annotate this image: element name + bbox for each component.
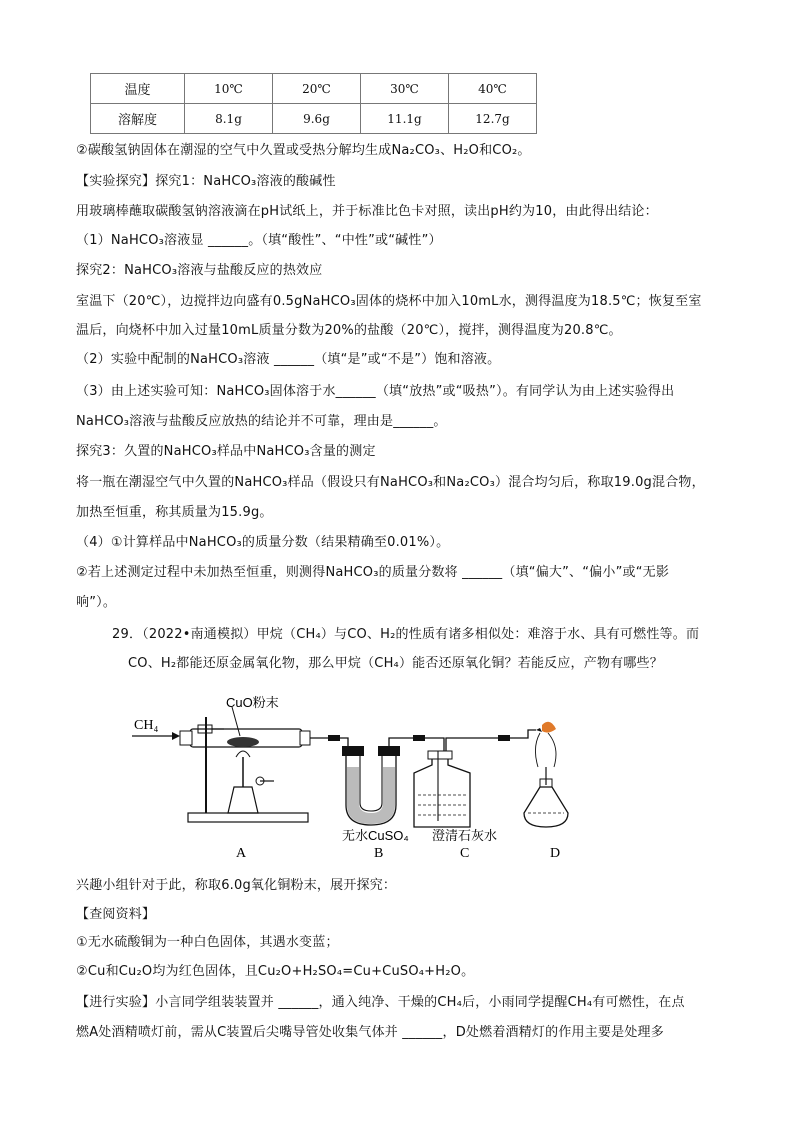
table-row — [91, 104, 537, 134]
anhydrous-cuso4 — [347, 767, 395, 824]
alcohol-lamp — [524, 787, 568, 827]
bottle-stopper — [428, 751, 452, 759]
section-heading: 探究2：NaHCO₃溶液与盐酸反应的热效应 — [76, 263, 323, 278]
text-line: 兴趣小组针对于此，称取6.0g氧化铜粉末，展开探究： — [76, 878, 397, 893]
alcohol-blast-burner — [228, 787, 258, 813]
solubility-table — [90, 73, 537, 134]
question-line: NaHCO₃溶液与盐酸反应放热的结论并不可靠，理由是______。 — [76, 414, 447, 429]
table-row — [91, 74, 537, 104]
question-line: （4）①计算样品中NaHCO₃的质量分数（结果精确至0.01%）。 — [76, 535, 450, 550]
question-line: ②若上述测定过程中未加热至恒重，则测得NaHCO₃的质量分数将 ______（填“偏大”、“偏小”或“无影 — [76, 565, 670, 580]
label-b: B — [374, 846, 384, 861]
question-line: 响”）。 — [76, 595, 117, 610]
table-cell: 40℃ — [449, 74, 537, 104]
text-line: 燃A处酒精喷灯前，需从C装置后尖嘴导管处收集气体并 ______，D处燃着酒精灯的作用主要是处理多 — [76, 1025, 664, 1040]
text-line: 用玻璃棒蘸取碳酸氢钠溶液滴在pH试纸上，并于标准比色卡对照，读出pH约为10，由此得出结论： — [76, 204, 658, 219]
stand-base — [188, 813, 308, 822]
question-29-stem: 29．（2022•南通模拟）甲烷（CH₄）与CO、H₂的性质有诸多相似处：难溶于水、具有可燃性等。而 — [112, 627, 700, 642]
washing-bottle — [414, 757, 470, 827]
table-cell: 10℃ — [185, 74, 273, 104]
table-cell: 9.6g — [273, 104, 361, 134]
text-line: ②碳酸氢钠固体在潮湿的空气中久置或受热分解均生成Na₂CO₃、H₂O和CO₂。 — [76, 143, 531, 158]
stopper-icon — [378, 746, 400, 756]
text-line: ①无水硫酸铜为一种白色固体，其遇水变蓝； — [76, 935, 339, 950]
gas-label: CH₄ — [134, 718, 159, 733]
table-cell: 8.1g — [185, 104, 273, 134]
table-cell: 溶解度 — [91, 104, 185, 134]
powder-label: CuO粉末 — [226, 695, 279, 710]
table-cell: 11.1g — [361, 104, 449, 134]
text-line: ②Cu和Cu₂O均为红色固体，且Cu₂O+H₂SO₄=Cu+CuSO₄+H₂O。 — [76, 964, 475, 979]
text-line: 【进行实验】小言同学组装装置并 ______，通入纯净、干燥的CH₄后，小雨同学提醒CH₄有可燃性，在点 — [76, 995, 685, 1010]
question-line: （2）实验中配制的NaHCO₃溶液 ______（填“是”或“不是”）饱和溶液。 — [76, 352, 501, 367]
arrow-head-icon — [172, 732, 180, 740]
question-line: （3）由上述实验可知：NaHCO₃固体溶于水______（填“放热”或“吸热”）。有同学认为由上述实验得出 — [76, 384, 675, 399]
section-heading: 【实验探究】探究1：NaHCO₃溶液的酸碱性 — [76, 174, 336, 189]
label-c: C — [460, 846, 470, 861]
stopper-icon — [342, 746, 364, 756]
label-d: D — [550, 846, 561, 861]
section-heading: 【查阅资料】 — [76, 907, 156, 922]
text-line: 温后，向烧杯中加入过量10mL质量分数为20%的盐酸（20℃），搅拌，测得温度为20.8℃。 — [76, 323, 622, 338]
stopper-left — [180, 731, 192, 745]
question-29-stem: CO、H₂都能还原金属氧化物，那么甲烷（CH₄）能否还原氧化铜？若能反应，产物有哪些？ — [128, 656, 663, 671]
apparatus-figure — [128, 695, 718, 865]
flame-icon — [236, 751, 250, 757]
flame-icon — [542, 722, 556, 733]
table-cell: 20℃ — [273, 74, 361, 104]
cuo-powder — [227, 737, 259, 747]
table-cell: 30℃ — [361, 74, 449, 104]
stopper-right — [300, 731, 310, 745]
question-line: （1）NaHCO₃溶液显 ______。（填“酸性”、“中性”或“碱性”） — [76, 233, 442, 248]
text-line: 将一瓶在潮湿空气中久置的NaHCO₃样品（假设只有NaHCO₃和Na₂CO₃）混合均匀后，称取19.0g混合物， — [76, 475, 705, 490]
section-heading: 探究3：久置的NaHCO₃样品中NaHCO₃含量的测定 — [76, 444, 376, 459]
text-line: 加热至恒重，称其质量为15.9g。 — [76, 505, 273, 520]
table-cell: 温度 — [91, 74, 185, 104]
c-label: 澄清石灰水 — [432, 828, 498, 843]
table-cell: 12.7g — [449, 104, 537, 134]
b-label: 无水CuSO₄ — [342, 828, 409, 843]
text-line: 室温下（20℃），边搅拌边向盛有0.5gNaHCO₃固体的烧杯中加入10mL水，测得温度为18.5℃；恢复至室 — [76, 294, 702, 309]
label-a: A — [236, 846, 247, 861]
